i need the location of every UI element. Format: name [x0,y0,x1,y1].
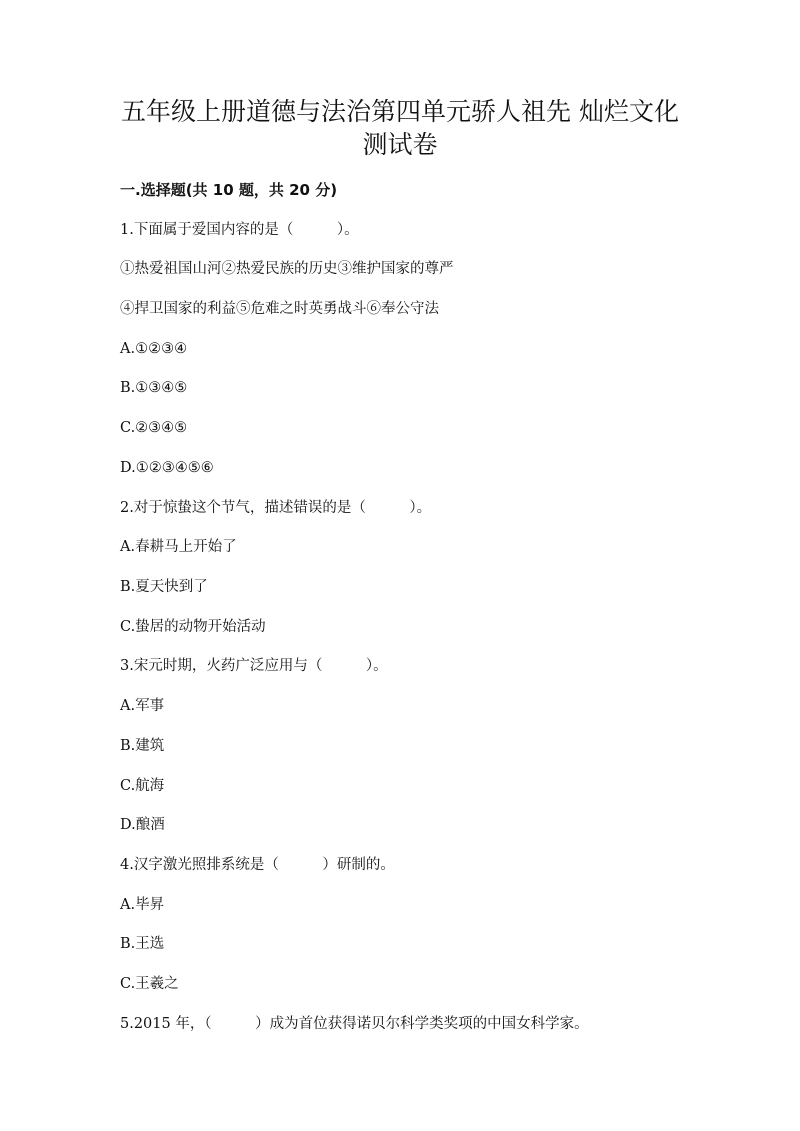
exam-title-line-2: 测试卷 [362,130,438,159]
question-2-option-a: A.春耕马上开始了 [120,539,237,555]
question-2-stem: 2.对于惊蛰这个节气，描述错误的是（ ）。 [120,500,432,516]
question-1-option-d: D.①②③④⑤⑥ [120,460,214,476]
question-3-option-d: D.酿酒 [120,817,165,833]
question-3-option-a: A.军事 [120,698,165,714]
question-3-option-b: B.建筑 [120,738,165,754]
question-1-stem: 1.下面属于爱国内容的是（ ）。 [120,222,359,238]
question-3-stem: 3.宋元时期，火药广泛应用与（ ）。 [120,658,388,674]
question-5-stem: 5.2015 年，（ ）成为首位获得诺贝尔科学类奖项的中国女科学家。 [120,1016,589,1032]
question-4-option-b: B.王选 [120,936,165,952]
question-1-extra-line-1: ①热爱祖国山河②热爱民族的历史③维护国家的尊严 [120,261,454,277]
question-1-option-a: A.①②③④ [120,341,188,357]
question-2-option-c: C.蛰居的动物开始活动 [120,619,266,635]
question-1-option-c: C.②③④⑤ [120,420,188,436]
section-heading: 一.选择题(共 10 题，共 20 分) [120,181,338,199]
question-1-extra-line-2: ④捍卫国家的利益⑤危难之时英勇战斗⑥奉公守法 [120,301,439,317]
question-3-option-c: C.航海 [120,778,165,794]
question-1-option-b: B.①③④⑤ [120,380,188,396]
question-4-option-a: A.毕昇 [120,897,165,913]
exam-title-line-1: 五年级上册道德与法治第四单元骄人祖先 灿烂文化 [121,97,679,126]
question-4-option-c: C.王羲之 [120,976,179,992]
question-2-option-b: B.夏天快到了 [120,579,208,595]
question-4-stem: 4.汉字激光照排系统是（ ）研制的。 [120,857,395,873]
